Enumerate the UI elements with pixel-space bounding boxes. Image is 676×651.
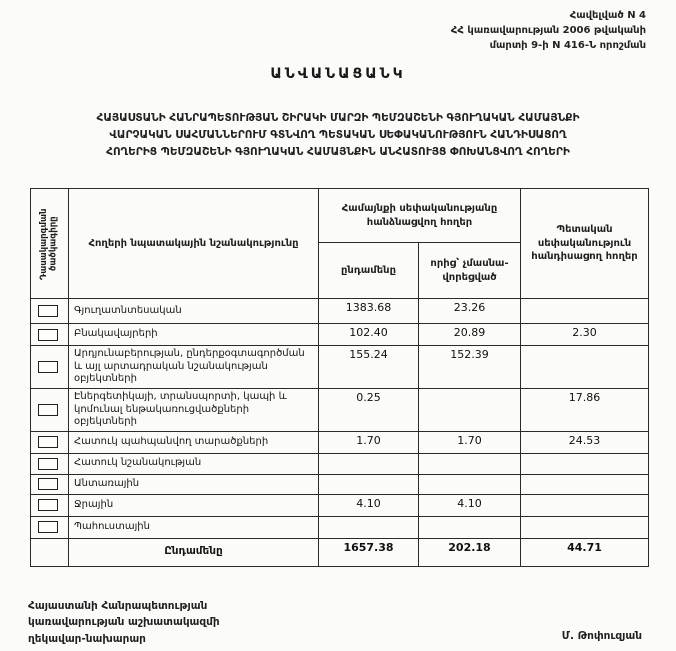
- code-box: [38, 329, 58, 341]
- table-row: [31, 346, 649, 389]
- purpose-cell: Էներգետիկայի, տրանսպորտի, կապի և կոմունալ ենթակառուցվածքների օբյեկտների: [69, 389, 319, 432]
- ofwhich-cell: [419, 474, 521, 494]
- code-box: [38, 361, 58, 373]
- table-row: [31, 474, 649, 494]
- signatory-title-block: [28, 598, 220, 647]
- total-cell: [319, 474, 419, 494]
- purpose-cell: Հատուկ նշանակության: [69, 453, 319, 474]
- signatory-title-line: կառավարության աշխատակազմի: [28, 616, 220, 629]
- subtitle-line: ՀԱՅԱՍՏԱՆԻ ՀԱՆՐԱՊԵՏՈՒԹՅԱՆ ՇԻՐԱԿԻ ՄԱՐԶԻ ՊԵՄԶԱՇԵՆԻ ԳՅՈՒՂԱԿԱՆ ՀԱՄԱՅՆՔԻ: [96, 112, 580, 124]
- total-cell: [319, 453, 419, 474]
- total-cell: 155.24: [319, 346, 419, 389]
- total-label-cell: Ընդամենը: [69, 538, 319, 566]
- ofwhich-cell: [419, 453, 521, 474]
- page-title: ԱՆՎԱՆԱՑԱՆԿ: [270, 66, 406, 82]
- state-cell: [521, 516, 649, 538]
- land-transfer-table: [30, 188, 649, 567]
- state-cell: 2.30: [521, 324, 649, 346]
- code-cell: [31, 453, 69, 474]
- code-box: [38, 521, 58, 533]
- code-box: [38, 436, 58, 448]
- annex-line: Հավելված N 4: [569, 10, 646, 21]
- code-cell: [31, 431, 69, 453]
- purpose-cell: Գյուղատնտեսական: [69, 299, 319, 324]
- table-row: [31, 389, 649, 432]
- total-cell: 4.10: [319, 494, 419, 516]
- state-cell: [521, 494, 649, 516]
- total-cell: 102.40: [319, 324, 419, 346]
- total-cell: 0.25: [319, 389, 419, 432]
- code-cell: [31, 346, 69, 389]
- signatory-title-line: Հայաստանի Հանրապետության: [28, 600, 208, 612]
- column-header-ofwhich: որից՝ չմասնավորեցված: [419, 243, 521, 299]
- ofwhich-cell: 152.39: [419, 346, 521, 389]
- table-total-row: [31, 538, 649, 566]
- table-row: [31, 516, 649, 538]
- table-row: [31, 431, 649, 453]
- purpose-cell: Պահուստային: [69, 516, 319, 538]
- ofwhich-cell: 4.10: [419, 494, 521, 516]
- column-header-code-label: Դասակարգման ծածկագիրը: [39, 207, 59, 280]
- ofwhich-cell: 23.26: [419, 299, 521, 324]
- column-header-state: Պետական սեփականություն հանդիսացող հողեր: [521, 189, 649, 299]
- state-cell: [521, 474, 649, 494]
- state-cell: 24.53: [521, 431, 649, 453]
- purpose-cell: Արդյունաբերության, ընդերքօգտագործման և այլ արտադրական նշանակության օբյեկտների: [69, 346, 319, 389]
- code-cell: [31, 299, 69, 324]
- state-cell: 44.71: [521, 538, 649, 566]
- annex-reference: [451, 8, 646, 53]
- column-header-total: ընդամենը: [319, 243, 419, 299]
- code-box: [38, 305, 58, 317]
- column-header-code: [31, 189, 69, 299]
- signatory-title-line: ղեկավար-նախարար: [28, 632, 146, 645]
- column-header-purpose: Հողերի նպատակային նշանակությունը: [69, 189, 319, 299]
- table-row: [31, 453, 649, 474]
- table-row: [31, 324, 649, 346]
- code-cell: [31, 538, 69, 566]
- ofwhich-cell: 1.70: [419, 431, 521, 453]
- ofwhich-cell: [419, 389, 521, 432]
- total-cell: 1657.38: [319, 538, 419, 566]
- code-cell: [31, 494, 69, 516]
- purpose-cell: Անտառային: [69, 474, 319, 494]
- code-box: [38, 478, 58, 490]
- total-cell: [319, 516, 419, 538]
- signatory-name: Մ. Թոփուզյան: [561, 630, 642, 642]
- state-cell: [521, 299, 649, 324]
- annex-line: մարտի 9-ի N 416-Ն որոշման: [489, 40, 646, 51]
- ofwhich-cell: [419, 516, 521, 538]
- state-cell: [521, 346, 649, 389]
- annex-line: ՀՀ կառավարության 2006 թվականի: [450, 25, 646, 36]
- total-cell: 1383.68: [319, 299, 419, 324]
- table-row: [31, 299, 649, 324]
- subtitle-line: ՀՈՂԵՐԻՑ ՊԵՄԶԱՇԵՆԻ ԳՅՈՒՂԱԿԱՆ ՀԱՄԱՅՆՔԻՆ ԱՆՀԱՏՈՒՅՑ ՓՈԽԱՆՑՎՈՂ ՀՈՂԵՐԻ: [106, 145, 570, 158]
- code-cell: [31, 324, 69, 346]
- column-header-group: Համայնքի սեփականությանը հանձնացվող հողեր: [319, 189, 521, 243]
- state-cell: [521, 453, 649, 474]
- code-cell: [31, 516, 69, 538]
- total-cell: 1.70: [319, 431, 419, 453]
- code-box: [38, 458, 58, 470]
- purpose-cell: Ջրային: [69, 494, 319, 516]
- purpose-cell: Հատուկ պահպանվող տարածքների: [69, 431, 319, 453]
- code-cell: [31, 474, 69, 494]
- subtitle-line: ՎԱՐՉԱԿԱՆ ՍԱՀՄԱՆՆԵՐՈՒՄ ԳՏՆՎՈՂ ՊԵՏԱԿԱՆ ՍԵՓԱԿԱՆՈՒԹՅՈՒՆ ՀԱՆԴԻՍԱՑՈՂ: [109, 128, 567, 141]
- code-box: [38, 404, 58, 416]
- state-cell: 17.86: [521, 389, 649, 432]
- document-subtitle: [0, 110, 676, 160]
- ofwhich-cell: 20.89: [419, 324, 521, 346]
- table-row: [31, 494, 649, 516]
- purpose-cell: Բնակավայրերի: [69, 324, 319, 346]
- code-cell: [31, 389, 69, 432]
- code-box: [38, 499, 58, 511]
- ofwhich-cell: 202.18: [419, 538, 521, 566]
